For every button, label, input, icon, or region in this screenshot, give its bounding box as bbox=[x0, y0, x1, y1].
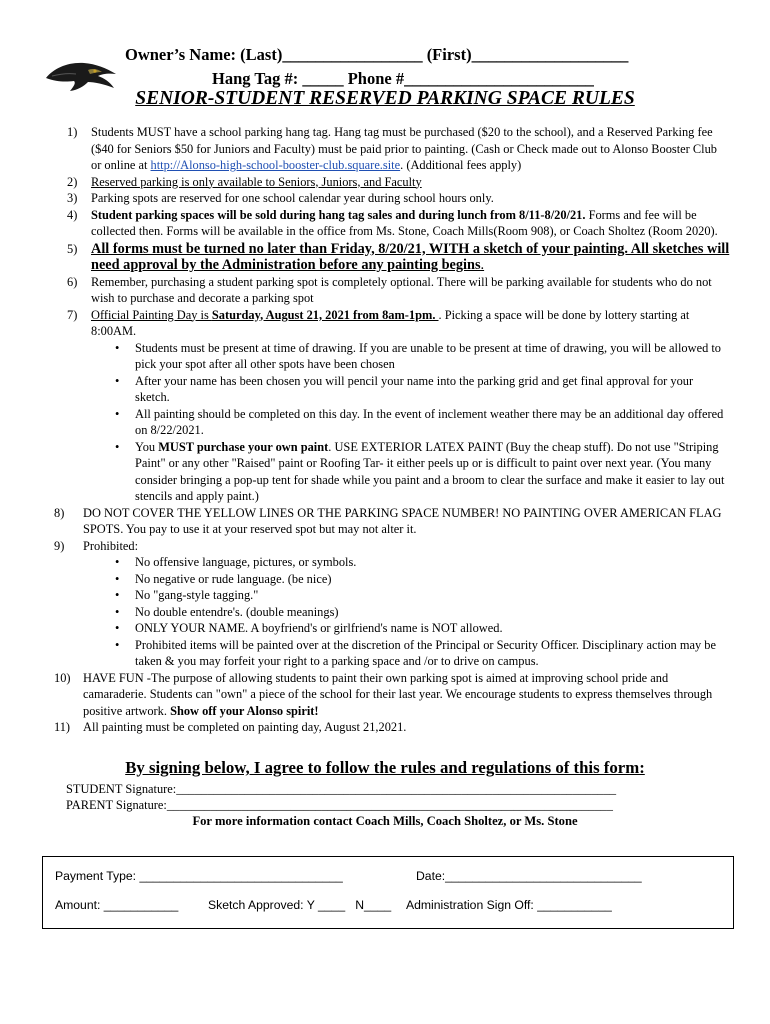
rule-text: All forms must be turned no later than Friday, 8/20/21, WITH a sketch of your painting. All sketches will need approval by the Administration before any painting begins bbox=[91, 240, 730, 273]
rule-3 bbox=[62, 190, 730, 207]
rule-1 bbox=[62, 124, 730, 174]
date-field[interactable]: Date:_____________________________ bbox=[416, 869, 642, 883]
admin-signoff-field[interactable]: Administration Sign Off: ___________ bbox=[406, 898, 612, 912]
list-item: • No "gang-style tagging." bbox=[62, 587, 730, 604]
prohibited-bullets bbox=[62, 554, 730, 670]
rule-number: 10) bbox=[54, 670, 71, 685]
rule-text-end: . bbox=[480, 257, 485, 273]
rule-text: Parking spots are reserved for one school calendar year during school hours only. bbox=[91, 191, 494, 205]
rule-number: 7) bbox=[67, 307, 78, 322]
payment-type-field[interactable]: Payment Type: ______________________________ bbox=[55, 869, 343, 883]
bullet-text-bold: MUST purchase your own paint bbox=[158, 439, 329, 454]
rule-text: Remember, purchasing a student parking spot is completely optional. There will be parking available for students who do not wish to purchase and decorate a parking spot bbox=[91, 274, 712, 305]
list-item bbox=[62, 439, 730, 505]
rule-10 bbox=[54, 670, 730, 720]
rule-number: 2) bbox=[67, 174, 78, 189]
rule-7 bbox=[62, 307, 730, 340]
booster-club-link[interactable]: http://Alonso-high-school-booster-club.square.site bbox=[150, 158, 401, 172]
rule-number: 4) bbox=[67, 207, 78, 222]
rule-2 bbox=[62, 174, 730, 191]
rule-text: HAVE FUN -The purpose of allowing students to paint their own parking spot is aimed at improving school pride and camaraderie. Students can "own" a piece of the school for their last year. We encourage students to express themselves through positive artwork. bbox=[83, 670, 713, 718]
office-use-box bbox=[42, 856, 734, 929]
rule-9 bbox=[54, 538, 730, 555]
rule-text: DO NOT COVER THE YELLOW LINES OR THE PARKING SPACE NUMBER! NO PAINTING OVER AMERICAN FLAG SPOTS. You pay to use it at your reserved spot but may not alter it. bbox=[83, 505, 722, 536]
painting-day-date: Saturday, August 21, 2021 from 8am-1pm. bbox=[211, 307, 439, 322]
owner-name-line: Owner’s Name: (Last)_________________ (First)___________________ bbox=[125, 45, 629, 64]
rule-text: Reserved parking is only available to Seniors, Juniors, and Faculty bbox=[91, 174, 422, 189]
parent-signature-field[interactable]: PARENT Signature:________________________________________________________________________ bbox=[66, 798, 613, 812]
sketch-approved-field[interactable]: Sketch Approved: Y ____ N____ bbox=[208, 898, 392, 912]
contact-info: For more information contact Coach Mills, Coach Sholtez, or Ms. Stone bbox=[192, 814, 578, 828]
rule-11 bbox=[54, 719, 730, 736]
rule-text-end: . (Additional fees apply) bbox=[400, 158, 522, 172]
rule-6 bbox=[62, 274, 730, 307]
rule-text-bold: Student parking spaces will be sold during hang tag sales and during lunch from 8/11-8/20/21. bbox=[91, 207, 586, 222]
rule-number: 11) bbox=[54, 720, 71, 734]
rule-number: 3) bbox=[67, 191, 78, 205]
student-signature-field[interactable]: STUDENT Signature:_______________________________________________________________________ bbox=[66, 782, 617, 796]
rules-list bbox=[54, 124, 730, 736]
rule-8 bbox=[54, 505, 730, 538]
rule-text: Prohibited: bbox=[83, 538, 139, 553]
rule-7-bullets bbox=[62, 340, 730, 505]
list-item: • All painting should be completed on this day. In the event of inclement weather there may be an additional day offered on 8/22/2021. bbox=[62, 406, 730, 439]
rule-4 bbox=[62, 207, 730, 240]
amount-field[interactable]: Amount: ___________ bbox=[55, 898, 179, 912]
rule-number: 1) bbox=[67, 125, 78, 139]
agreement-heading: By signing below, I agree to follow the rules and regulations of this form: bbox=[125, 758, 645, 777]
list-item: • No offensive language, pictures, or symbols. bbox=[62, 554, 730, 571]
raven-head-icon bbox=[44, 58, 118, 92]
page-title: SENIOR-STUDENT RESERVED PARKING SPACE RULES bbox=[135, 88, 635, 109]
list-item: • No double entendre's. (double meanings) bbox=[62, 604, 730, 621]
rule-text: Forms and fee will be collected then. Forms will be available in the office from Ms. Stone, Coach Mills(Room 908), or Coach Sholtez (Room 2020). bbox=[91, 207, 718, 238]
rule-number: 5) bbox=[67, 241, 78, 256]
rule-number: 8) bbox=[54, 505, 65, 520]
list-item: • ONLY YOUR NAME. A boyfriend's or girlfriend's name is NOT allowed. bbox=[62, 620, 730, 637]
list-item: • Students must be present at time of drawing. If you are unable to be present at time of drawing, you will be allowed to pick your spot after all other spots have been chosen bbox=[62, 340, 730, 373]
list-item: • After your name has been chosen you will pencil your name into the parking grid and get final approval for your sketch. bbox=[62, 373, 730, 406]
rule-text-underlined: Official Painting Day is bbox=[91, 307, 212, 322]
bullet-text: . USE EXTERIOR LATEX PAINT (Buy the cheap stuff). Do not use "Striping Paint" or any other "Raised" paint or Roofing Tar- it either peels up or is difficult to paint over next year. (You many consider bringing a pop-up tent for shade while you paint and a broom to clear the surface and make it easier to lay out stencils and apply paint.) bbox=[135, 439, 725, 503]
list-item: • Prohibited items will be painted over at the discretion of the Principal or Security Officer. Disciplinary action may be taken & you may forfeit your right to a parking space and /or to drive on campus. bbox=[62, 637, 730, 670]
rule-text: All painting must be completed on painting day, August 21,2021. bbox=[83, 720, 407, 734]
rule-text: . Picking a space will be done by lottery starting at 8:00AM. bbox=[91, 307, 690, 338]
hang-tag-phone-line: Hang Tag #: _____ Phone #_______________________ bbox=[212, 69, 594, 88]
rule-5 bbox=[62, 241, 730, 274]
rule-number: 9) bbox=[54, 538, 65, 553]
rule-number: 6) bbox=[67, 274, 78, 289]
rule-text-bold: Show off your Alonso spirit! bbox=[170, 703, 319, 718]
list-item: • No negative or rude language. (be nice) bbox=[62, 571, 730, 588]
bullet-text: You bbox=[135, 439, 159, 454]
rule-text: Students MUST have a school parking hang tag. Hang tag must be purchased ($20 to the school), and a Reserved Parking fee ($40 for Seniors $50 for Juniors and Faculty) must be paid prior to painting. (Cash or Check made out to Alonso Booster Club or online at bbox=[91, 125, 717, 172]
